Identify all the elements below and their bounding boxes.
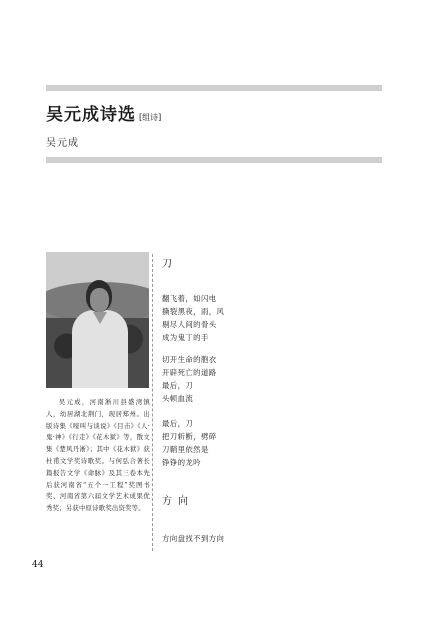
poem-line: 撕裂黑夜，雨，风 bbox=[162, 307, 225, 316]
author-photo bbox=[46, 252, 149, 388]
poem-line: 头顿血流 bbox=[162, 394, 194, 403]
header-rule-bottom bbox=[46, 157, 382, 163]
poem-stanza bbox=[162, 292, 224, 344]
collection-title bbox=[46, 100, 161, 125]
poem-line: 最后，刀 bbox=[162, 419, 194, 428]
poem-line: 切开生命的胞衣 bbox=[162, 355, 217, 364]
poem-line: 铮铮的龙吟 bbox=[162, 458, 201, 467]
poem-line: 最后，刀 bbox=[162, 381, 194, 390]
poem-line: 成为鬼丁的手 bbox=[162, 333, 209, 342]
header-rule-top bbox=[46, 85, 382, 91]
poem-title-dao: 刀 bbox=[162, 259, 178, 270]
poem-stanza bbox=[162, 532, 224, 545]
poem-line: 翻飞着，如闪电 bbox=[162, 294, 217, 303]
collection-title-tag: [组诗] bbox=[139, 113, 162, 122]
poem-line: 把刀斩断，劈碎 bbox=[162, 432, 217, 441]
page-number: 44 bbox=[32, 560, 44, 570]
collection-title-text: 吴元成诗选 bbox=[46, 105, 136, 125]
poem-title-fangxiang: 方向 bbox=[162, 496, 194, 507]
poem-stanza bbox=[162, 417, 217, 469]
poem-line: 刀鞘里依然是 bbox=[162, 445, 209, 454]
author-bio: 吴元成，河南淅川县盛湾镇人，幼居湖北荆门，现居郑州。出版诗集《嚎叫与谈说》《目击》《人·鬼·神》《行走》《花木狱》等，散文集《楚风丹淅》；其中《花木狱》获杜甫文学奖诗歌奖。与何弘合著长篇报告文学《命脉》及其三卷本先后获河南省“五个一工程”奖图书奖、河南省第六届文学艺术成果优秀奖；另获中原诗歌奖出资奖等。 bbox=[46, 398, 150, 513]
column-divider bbox=[152, 254, 153, 551]
poem-line: 开辟死亡的道路 bbox=[162, 368, 217, 377]
poem-stanza bbox=[162, 353, 217, 405]
poem-line: 方向盘找不到方向 bbox=[162, 534, 225, 543]
poem-line: 剔尽人间的骨头 bbox=[162, 320, 217, 329]
author-name: 吴元成 bbox=[46, 138, 79, 149]
